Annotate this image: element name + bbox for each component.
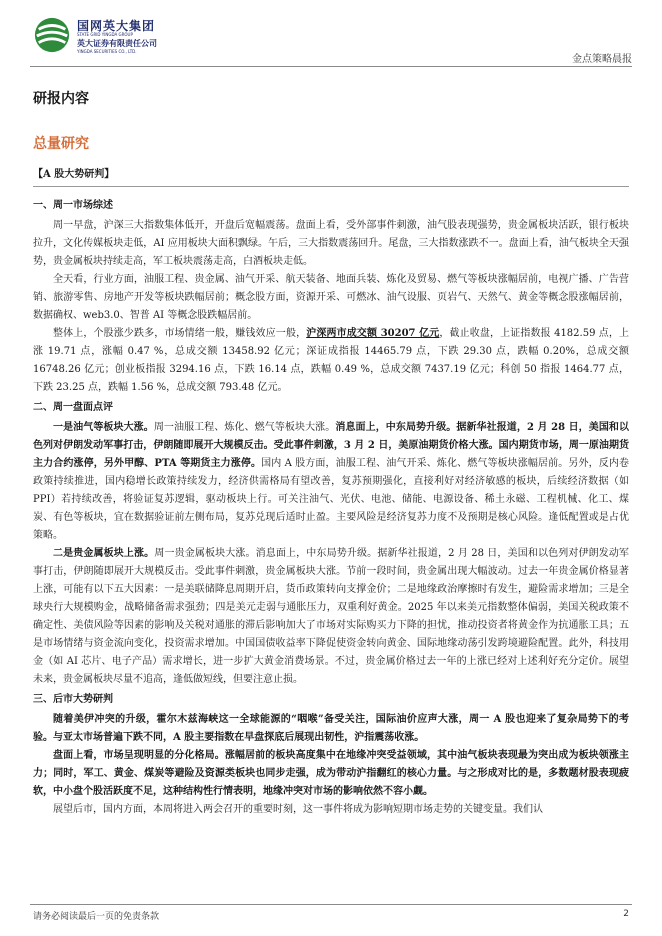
heading-market-comment: 二、周一盘面点评	[33, 402, 113, 413]
paragraph-emphasis: 随着美伊冲突的升级，霍尔木兹海峡这一全球能源的“咽喉”备受关注，国际油价应声大涨，周一 A 股也迎来了复杂局势下的考验。与亚太市场普遍下跌不同，A 股主要指数在早盘探底后展现出韧性，沪指震荡收涨。	[33, 714, 629, 743]
logo-english-name: STATE GRID YINGDA GROUP	[77, 32, 133, 37]
paragraph	[33, 419, 629, 545]
report-series-title: 金点策略晨报	[572, 54, 632, 65]
topic-tag: 【A 股大势研判】	[33, 169, 115, 180]
state-grid-logo-icon	[33, 16, 71, 54]
turnover-highlight: 沪深两市成交额 30207 亿元	[306, 328, 440, 339]
page-header	[0, 0, 662, 70]
footer-divider	[30, 904, 632, 905]
point-title: 一是油气等板块大涨。	[53, 422, 154, 433]
point-title: 二是贵金属板块上涨。	[53, 548, 155, 559]
logo-company-name: 英大证券有限责任公司	[77, 39, 157, 48]
paragraph: 周一早盘，沪深三大指数集体低开，开盘后宽幅震荡。盘面上看，受外部事件刺激，油气股表现强势，贵金属板块活跃，银行板块拉升，文化传媒板块走低，AI 应用板块大面积飘绿。午后，三大指数震荡回升。尾盘，三大指数涨跌不一。盘面上看，油气板块全天强势，贵金属板块持续走高，军工板块震荡走高，白酒板块走低。	[33, 220, 629, 267]
logo-company-english: YINGDA SECURITIES CO., LTD.	[77, 49, 137, 54]
paragraph: 全天看，行业方面，油服工程、贵金属、油气开采、航天装备、地面兵装、炼化及贸易、燃气等板块涨幅居前，电视广播、广告营销、旅游零售、房地产开发等板块跌幅居前；概念股方面，资源开采、可燃冰、油气设服、页岩气、天然气、黄金等概念股涨幅居前，数据确权、web3.0、智普 AI 等概念股跌幅居前。	[33, 274, 629, 321]
logo-chinese-name: 国网英大集团	[77, 19, 156, 33]
topic-divider	[33, 186, 629, 187]
paragraph-text: 周一贵金属板块大涨。消息面上，中东局势升级。据新华社报道，2 月 28 日，美国和以色列对伊朗发动军事打击，伊朗随即展开大规模反击。受此事件刺激，贵金属板块大涨。节前一段时间，贵金属出现大幅波动。过去一年贵金属价格显著上涨，可能有以下五大因素：一是美联储降息周期开启，货币政策转向支撑金价；二是地缘政治摩擦时有发生，避险需求增加；三是全球央行大规模购金，战略储备需求强劲；四是美元走弱与通胀压力，双重利好黄金。2025 年以来美元指数整体偏弱，美国关税政策不确定性、美债风险等因素的影响及关税对通胀的滞后影响加大了市场对实际购买力下降的担忧，推动投资者将黄金作为抗通胀工具；五是市场情绪与资金流向变化，投资需求增加。中国国债收益率下降促使资金转向黄金、国际地缘动荡引发跨境避险配置。此外，科技用金（如 AI 芯片、电子产品）需求增长，进一步扩大黄金消费场景。不过，贵金属价格过去一年的上涨已经对上述利好充分定价。展望未来，贵金属板块尽量不追高，逢低做短线，但要注意止损。	[33, 548, 630, 685]
paragraph	[33, 325, 629, 397]
header-divider	[30, 66, 632, 67]
paragraph-emphasis: 盘面上看，市场呈现明显的分化格局。涨幅居前的板块高度集中在地缘冲突受益领域，其中油气板块表现最为突出成为板块领涨主力；同时，军工、黄金、煤炭等避险及资源类板块也同步走强，成为带动沪指翻红的核心力量。与之形成对比的是，多数题材股表现疲软，中小盘个股活跃度不足，这种结构性行情表明，地缘冲突对市场的影响依然不容小觑。	[33, 750, 629, 797]
paragraph	[33, 545, 629, 689]
paragraph: 展望后市，国内方面，本周将进入两会召开的重要时刻，这一事件将成为影响短期市场走势的关键变量。我们认	[53, 804, 543, 815]
paragraph-text: 周一油服工程、炼化、燃气等板块大涨。	[153, 422, 336, 433]
heading-market-review: 一、周一市场综述	[33, 200, 113, 211]
paragraph-text: 整体上，个股涨少跌多，市场情绪一般，赚钱效应一般，	[53, 328, 307, 339]
page-title: 研报内容	[33, 91, 89, 107]
section-title: 总量研究	[33, 136, 89, 152]
heading-outlook: 三、后市大势研判	[33, 694, 113, 705]
paragraph-text: ，截止收盘，上证指数报 4182.59 点，上涨 19.71 点，涨幅 0.47 %，总成交额 13458.92 亿元；深证成指报 14465.79 点，下跌 29.30 点，跌幅 0.20%，总成交额 16748.26 亿元；创业板指报 3294.16 点，下跌 16.14 点，跌幅 0.49 %，总成交额 7437.19 亿元；科创 50 指报 1464.77 点，下跌 23.25 点，跌幅 1.56 %，总成交额 793.48 亿元。	[33, 328, 630, 393]
paragraph-emphasis: 消息面上，中东局势升级。据新华社报道，2 月 28 日，美国和以色列对伊朗发动军事打击，伊朗随即展开大规模反击。受此事件刺激，3 月 2 日，美原油期货价格大涨。国内期货市场，周一原油期货主力合约涨停，另外甲醇、PTA 等期货主力涨停。	[33, 422, 630, 469]
paragraph-text: 国内 A 股方面，油服工程、油气开采、炼化、燃气等板块涨幅居前。另外，反内卷政策持续推进，国内稳增长政策持续发力，经济供需格局有望改善，复苏预期强化，直接利好对经济敏感的板块，后续经济数据（如 PPI）若持续改善，将验证复苏逻辑，驱动板块上行。可关注油气、光伏、电池、储能、电源设备、稀土永磁、工程机械、化工、煤炭、有色等板块，宜在数据验证前左侧布局，复苏兑现后适时止盈。主要风险是经济复苏力度不及预期是核心风险。逢低配置或是占优策略。	[33, 458, 629, 541]
page-number: 2	[623, 909, 629, 919]
paragraph	[33, 747, 629, 801]
footer-disclaimer: 请务必阅读最后一页的免责条款	[33, 912, 160, 922]
paragraph	[33, 711, 629, 747]
article-body	[33, 166, 629, 819]
company-logo	[33, 16, 203, 60]
